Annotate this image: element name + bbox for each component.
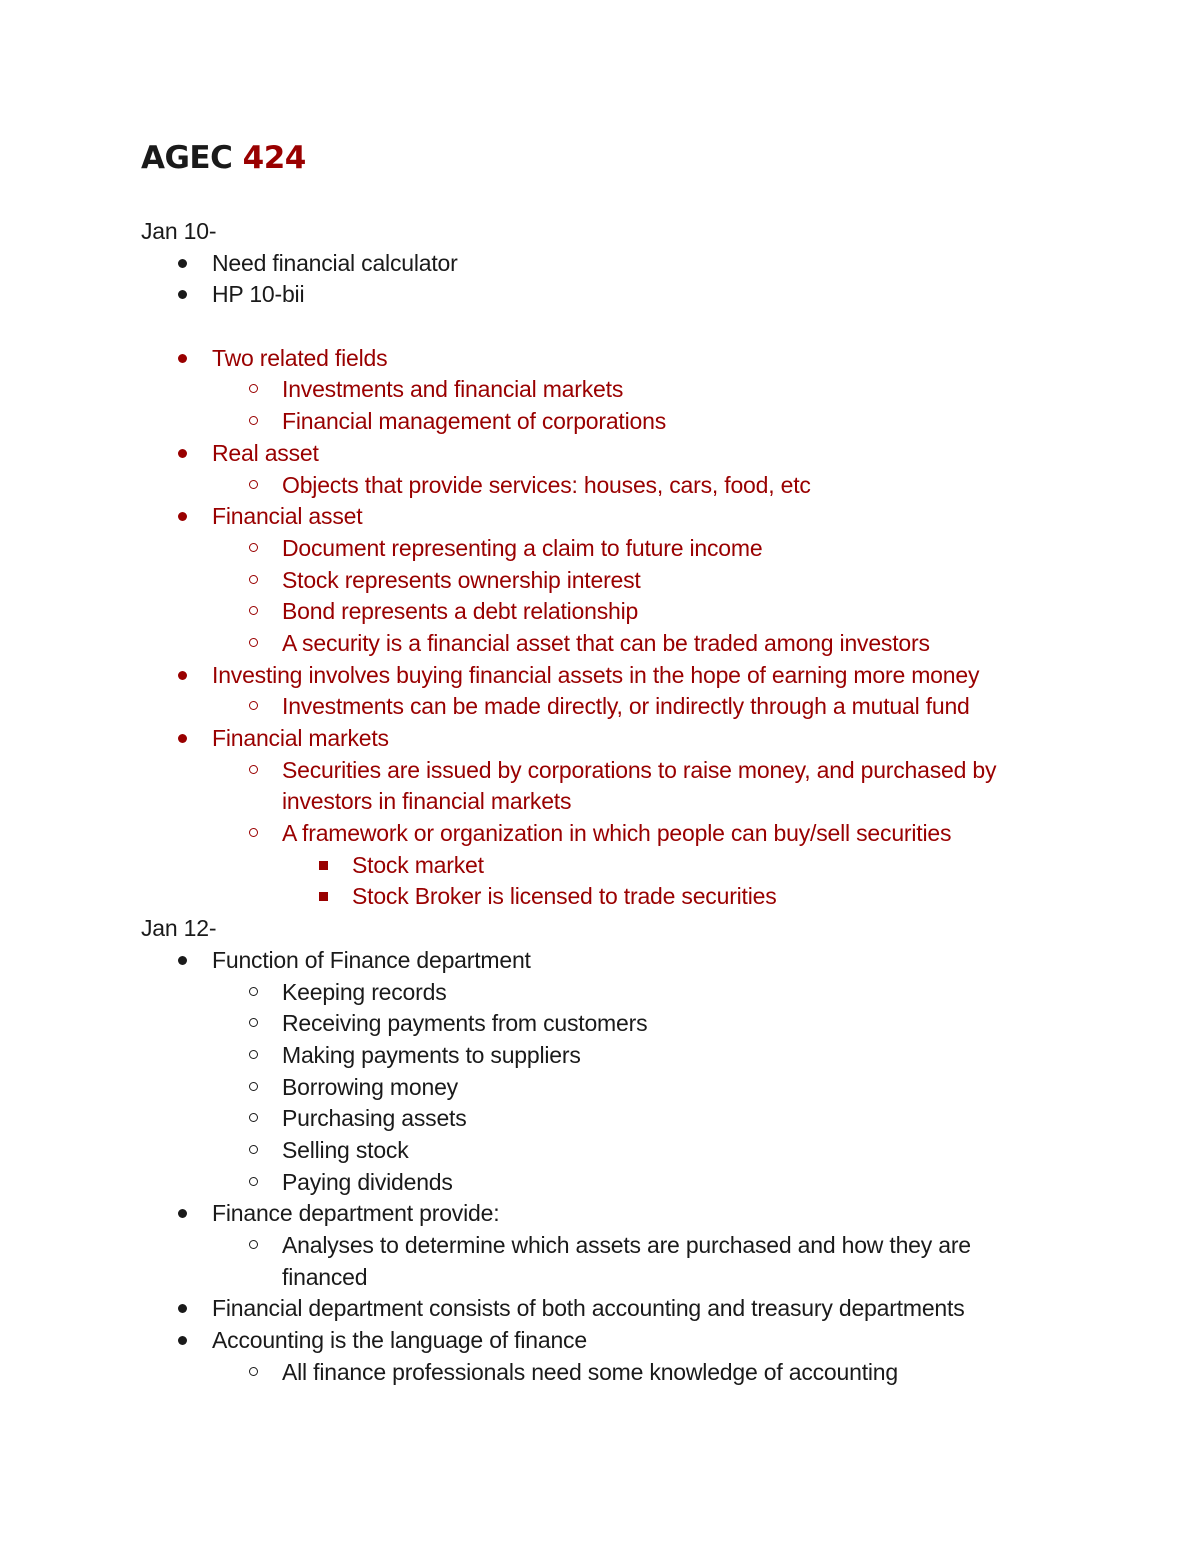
date-heading: Jan 12- [141,915,217,942]
list-item: Finance department provide: [0,1198,1200,1230]
notes-body [0,216,1200,1388]
list-item: Real asset [0,438,1200,470]
hollow-bullet-icon [249,1050,258,1059]
list-item: Analyses to determine which assets are purchased and how they are [0,1230,1200,1262]
list-item: All finance professionals need some knowledge of accounting [0,1357,1200,1389]
hollow-bullet-icon [249,1177,258,1186]
list-item: A security is a financial asset that can be traded among investors [0,628,1200,660]
list-item: Financial management of corporations [0,406,1200,438]
list-item: Objects that provide services: houses, cars, food, etc [0,470,1200,502]
hollow-bullet-icon [249,1018,258,1027]
bullet-icon [178,449,187,458]
list-item: Need financial calculator [0,248,1200,280]
list-item: Accounting is the language of finance [0,1325,1200,1357]
list-item: Securities are issued by corporations to raise money, and purchased by [0,755,1200,787]
list-item: Investments and financial markets [0,374,1200,406]
title-text: AGEC [141,140,233,176]
list-item-continuation: investors in financial markets [282,788,572,815]
hollow-bullet-icon [249,543,258,552]
hollow-bullet-icon [249,1082,258,1091]
list-item: Selling stock [0,1135,1200,1167]
hollow-bullet-icon [249,987,258,996]
list-item: Function of Finance department [0,945,1200,977]
list-item: Two related fields [0,343,1200,375]
bullet-icon [178,1304,187,1313]
hollow-bullet-icon [249,480,258,489]
list-item: Keeping records [0,977,1200,1009]
bullet-icon [178,671,187,680]
hollow-bullet-icon [249,606,258,615]
bullet-icon [178,1209,187,1218]
list-item: Receiving payments from customers [0,1008,1200,1040]
hollow-bullet-icon [249,384,258,393]
blank-line [0,311,1200,343]
hollow-bullet-icon [249,416,258,425]
bullet-icon [178,512,187,521]
hollow-bullet-icon [249,701,258,710]
hollow-bullet-icon [249,1367,258,1376]
bullet-icon [178,956,187,965]
list-item: Purchasing assets [0,1103,1200,1135]
list-item: Investments can be made directly, or indirectly through a mutual fund [0,691,1200,723]
list-item: Investing involves buying financial assets in the hope of earning more money [0,660,1200,692]
hollow-bullet-icon [249,575,258,584]
bullet-icon [178,259,187,268]
document-title [141,140,306,176]
bullet-icon [178,290,187,299]
list-item: Making payments to suppliers [0,1040,1200,1072]
square-bullet-icon [319,892,328,901]
title-number: 424 [242,140,306,176]
bullet-icon [178,354,187,363]
hollow-bullet-icon [249,638,258,647]
list-item: Borrowing money [0,1072,1200,1104]
hollow-bullet-icon [249,1145,258,1154]
list-item: Financial asset [0,501,1200,533]
bullet-icon [178,1336,187,1345]
hollow-bullet-icon [249,1240,258,1249]
list-item: A framework or organization in which people can buy/sell securities [0,818,1200,850]
date-heading: Jan 10- [141,218,217,244]
hollow-bullet-icon [249,765,258,774]
list-item: HP 10-bii [0,279,1200,311]
list-item: Financial markets [0,723,1200,755]
list-item: Financial department consists of both accounting and treasury departments [0,1293,1200,1325]
list-item-continuation: financed [282,1263,368,1290]
list-item: Stock Broker is licensed to trade securities [0,881,1200,913]
list-item: Bond represents a debt relationship [0,596,1200,628]
list-item: Stock represents ownership interest [0,565,1200,597]
list-item: Stock market [0,850,1200,882]
hollow-bullet-icon [249,828,258,837]
list-item: Document representing a claim to future income [0,533,1200,565]
list-item: Paying dividends [0,1167,1200,1199]
hollow-bullet-icon [249,1113,258,1122]
square-bullet-icon [319,861,328,870]
bullet-icon [178,734,187,743]
